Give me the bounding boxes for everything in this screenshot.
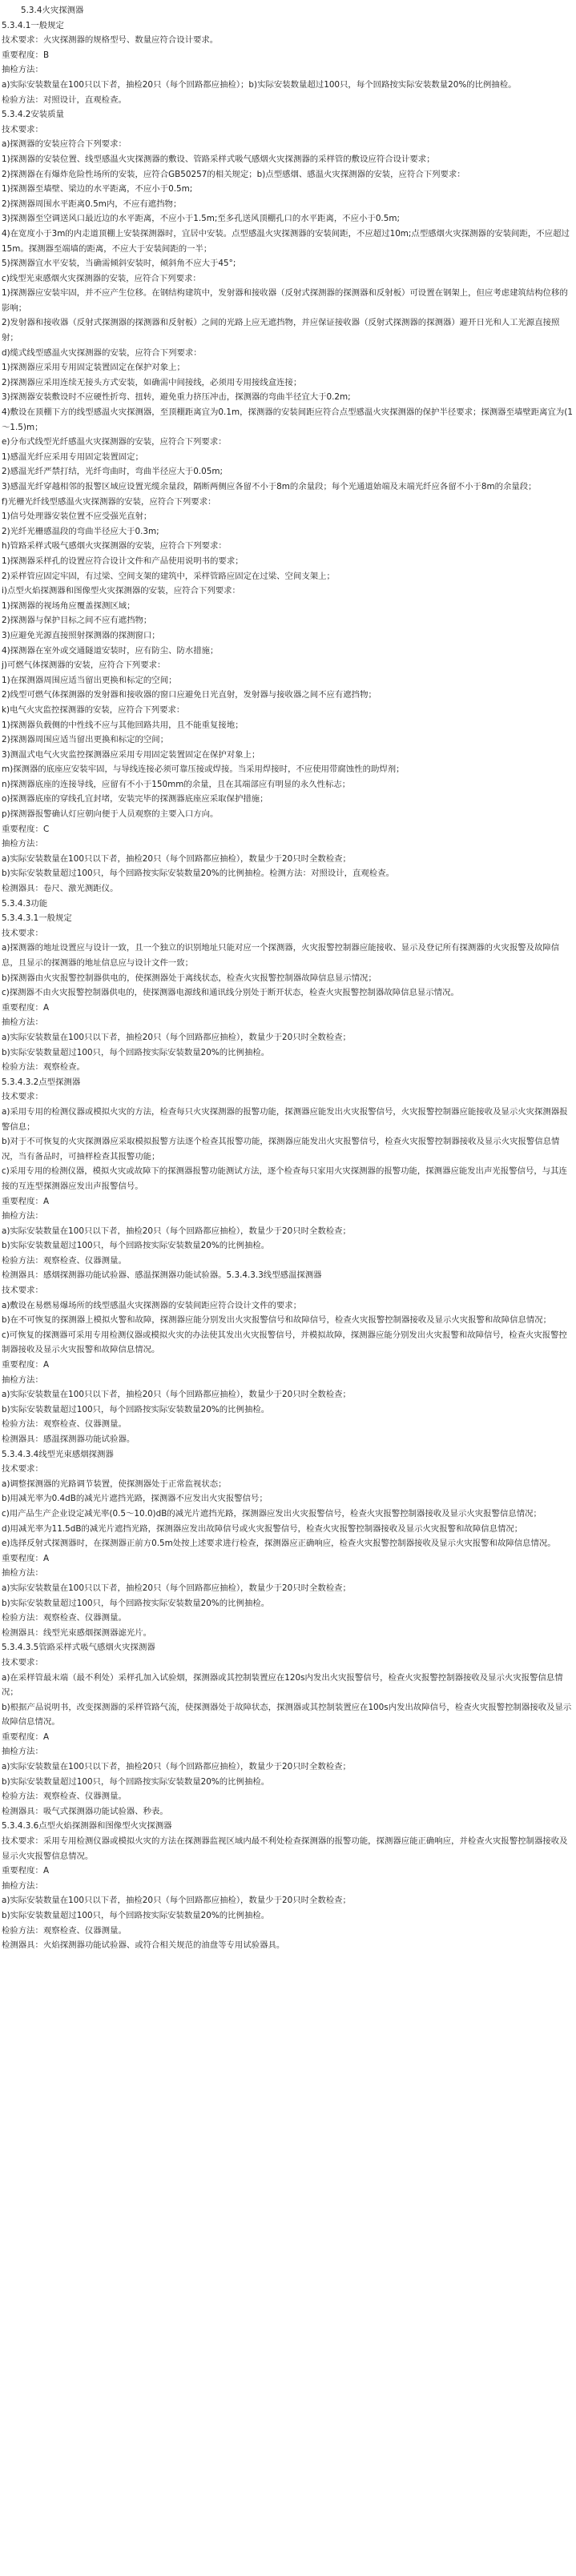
paragraph: 检验方法：观察检查、仪器测量。 — [2, 1792, 127, 1802]
paragraph: e)选择反射式探测器时，在探测器正前方0.5m处按上述要求进行检查，探测器应正确响应，检查火灾报警控制器接收及显示火灾报警和故障信息情况。 — [2, 1539, 556, 1549]
paragraph: 检测器具：感温探测器功能试验器。 — [2, 1434, 135, 1444]
section-heading: 5.3.4.3.5管路采样式吸气感烟火灾探测器 — [2, 1643, 155, 1653]
paragraph: 检测器具：卷尺、激光测距仪。 — [2, 884, 119, 894]
paragraph: 1)探测器的安装位置、线型感温火灾探测器的敷设、管路采样式吸气感烟火灾探测器的采样管的敷设应符合设计要求； — [2, 154, 435, 164]
paragraph: 2)采样管应固定牢固，有过梁、空间支架的建筑中，采样管路应固定在过梁、空间支架上； — [2, 571, 335, 581]
paragraph: 2)探测器在有爆炸危险性场所的安装，应符合GB50257的相关规定；b)点型感烟、感温火灾探测器的安装，应符合下列要求： — [2, 169, 465, 179]
paragraph: 3)感温光纤穿越相邻的报警区域应设置光缆余量段，隔断两侧应各留不小于8m的余量段；每个光通道始端及末端光纤应各留不小于8m的余量段； — [2, 482, 537, 492]
paragraph: a)实际安装数量在100只以下者，抽检20只（每个回路都应抽检），数量少于20只时全数检查； — [2, 1390, 351, 1400]
paragraph: 抽检方法： — [2, 1017, 43, 1028]
section-heading: 5.3.4.2安装质量 — [2, 110, 64, 120]
paragraph: 检验方法：观察检查、仪器测量。 — [2, 1613, 127, 1623]
paragraph: 4)在宽度小于3m的内走道顶棚上安装探测器时，宜居中安装。点型感温火灾探测器的安装间距，不应超过10m;点型感烟火灾探测器的安装间距，不应超过15m。探测器至端墙的距离，不应大于安装间距的一半； — [2, 228, 570, 254]
paragraph: a)实际安装数量在100只以下者，抽检20只（每个回路都应抽检），数量少于20只时全数检查； — [2, 1762, 351, 1772]
paragraph: f)光栅光纤线型感温火灾探测器的安装，应符合下列要求： — [2, 496, 216, 507]
paragraph: b)实际安装数量超过100只，每个回路按实际安装数量20%的比例抽检。 — [2, 1047, 270, 1057]
paragraph: b)实际安装数量超过100只，每个回路按实际安装数量20%的比例抽检。检测方法：对照设计，直观检查。 — [2, 869, 394, 879]
paragraph: 重要程度：A — [2, 1866, 50, 1876]
paragraph: 3)探测器安装敷设时不应硬性折弯、扭转，避免重力挤压冲击，探测器的弯曲半径宜大于0.2m; — [2, 392, 351, 403]
paragraph: 重要程度：B — [2, 50, 50, 60]
paragraph: 重要程度：A — [2, 1731, 50, 1742]
paragraph: 检验方法：观察检查。 — [2, 1062, 85, 1073]
paragraph: 2)感温光纤严禁打结，光纤弯曲时，弯曲半径应大于0.05m; — [2, 467, 224, 477]
paragraph: 重要程度：A — [2, 1360, 50, 1370]
paragraph: c)可恢复的探测器可采用专用检测仪器或模拟火灾的办法使其发出火灾报警信号，并模拟故障，探测器应能分别发出火灾报警和故障信号，检查火灾报警控制器接收及显示火灾报警和故障信息情况。 — [2, 1330, 567, 1355]
paragraph: b)根据产品说明书，改变探测器的采样管路气流，使探测器处于故障状态，探测器或其控制装置应在100s内发出故障信号，检查火灾报警控制器接收及显示故障信息情况。 — [2, 1702, 572, 1727]
paragraph: 1)信号处理器安装位置不应受强光直射； — [2, 512, 152, 522]
paragraph: 检测器具：线型光束感烟探测器滤光片。 — [2, 1627, 152, 1638]
paragraph: b)实际安装数量超过100只，每个回路按实际安装数量20%的比例抽检。 — [2, 1776, 270, 1787]
paragraph: m)探测器的底座应安装牢固，与导线连接必须可靠压接或焊接。当采用焊接时，不应使用带腐蚀性的助焊剂； — [2, 764, 405, 775]
paragraph: 3)测温式电气火灾监控探测器应采用专用固定装置固定在保护对象上； — [2, 749, 260, 760]
paragraph: 4)探测器在室外或交通隧道安装时，应有防尘、防水措施； — [2, 645, 219, 656]
paragraph: b)在不可恢复的探测器上模拟火警和故障，探测器应能分别发出火灾报警信号和故障信号，检查火灾报警控制器接收及显示火灾报警和故障信息情况； — [2, 1315, 552, 1326]
paragraph: 技术要求： — [2, 1286, 43, 1296]
paragraph: 1)探测器应采用专用固定装置固定在保护对象上； — [2, 363, 185, 373]
paragraph: 检验方法：观察检查、仪器测量。 — [2, 1255, 127, 1266]
section-heading: 5.3.4.3.1一般规定 — [2, 913, 72, 924]
paragraph: d)用减光率为11.5dB的减光片遮挡光路，探测器应发出故障信号或火灾报警信号，检查火灾报警控制器接收及显示火灾报警和故障信息情况； — [2, 1523, 523, 1534]
section-heading: 5.3.4.3.4线型光束感烟探测器 — [2, 1449, 114, 1459]
paragraph: 3)应避免光源直接照射探测器的探测窗口； — [2, 630, 160, 640]
paragraph: k)电气火灾监控探测器的安装，应符合下列要求： — [2, 704, 185, 715]
paragraph: p)探测器报警确认灯应朝向便于人员观察的主要入口方向。 — [2, 809, 219, 820]
paragraph: 重要程度：A — [2, 1002, 50, 1013]
paragraph: b)实际安装数量超过100只，每个回路按实际安装数量20%的比例抽检。 — [2, 1241, 270, 1251]
paragraph: 技术要求： — [2, 1464, 43, 1475]
paragraph: 2)光纤光栅感温段的弯曲半径应大于0.3m; — [2, 526, 159, 536]
paragraph: o)探测器底座的穿线孔宜封堵，安装完毕的探测器底座应采取保护措施； — [2, 794, 268, 804]
paragraph: 技术要求： — [2, 1092, 43, 1102]
paragraph: 技术要求：采用专用检测仪器或模拟火灾的方法在探测器监视区域内最不利处检查探测器的报警功能，探测器应能正确响应，并检查火灾报警控制器接收及显示火灾报警信息情况。 — [2, 1836, 568, 1861]
paragraph: 2)发射器和接收器（反射式探测器的探测器和反射板）之间的光路上应无遮挡物，并应保证接收器（反射式探测器的探测器）避开日光和人工光源直接照射； — [2, 318, 560, 343]
section-heading: 5.3.4火灾探测器 — [21, 6, 84, 15]
paragraph: 重要程度：A — [2, 1196, 50, 1206]
paragraph: 1)感温光纤应采用专用固定装置固定； — [2, 451, 143, 462]
paragraph: a)采用专用的检测仪器或模拟火灾的方法，检查每只火灾探测器的报警功能，探测器应能发出火灾报警信号，火灾报警控制器应能接收及显示火灾探测器报警信息； — [2, 1106, 568, 1132]
paragraph: b)实际安装数量超过100只，每个回路按实际安装数量20%的比例抽检。 — [2, 1911, 270, 1920]
section-heading: 5.3.4.3.6点型火焰探测器和图像型火灾探测器 — [2, 1821, 172, 1832]
paragraph: 抽检方法： — [2, 1211, 43, 1222]
paragraph: 抽检方法： — [2, 1880, 43, 1891]
paragraph: c)用产品生产企业设定减光率(0.5～10.0)dB的减光片遮挡光路，探测器应发出火灾报警信号，检查火灾报警控制器接收及显示火灾报警信息情况； — [2, 1508, 542, 1519]
paragraph: i)点型火焰探测器和图像型火灾探测器的安装，应符合下列要求： — [2, 586, 240, 596]
paragraph: a)实际安装数量在100只以下者，抽检20只（每个回路都应抽检），数量少于20只时全数检查； — [2, 1896, 351, 1906]
paragraph: a)实际安装数量在100只以下者，抽检20只（每个回路都应抽检），数量少于20只时全数检查； — [2, 1032, 351, 1042]
paragraph: 检测器具：吸气式探测器功能试验器、秒表。 — [2, 1806, 168, 1816]
paragraph: 检验方法：对照设计，直观检查。 — [2, 94, 127, 105]
paragraph: 1)探测器至墙壁、梁边的水平距离，不应小于0.5m; — [2, 184, 193, 195]
paragraph: b)用减光率为0.4dB的减光片遮挡光路，探测器不应发出火灾报警信号； — [2, 1494, 268, 1504]
paragraph: a)调整探测器的光路调节装置，使探测器处于正常监视状态； — [2, 1479, 227, 1489]
paragraph: h)管路采样式吸气感烟火灾探测器的安装，应符合下列要求： — [2, 541, 227, 552]
paragraph: a)在采样管最末端（最不利处）采样孔加入试验烟，探测器或其控制装置应在120s内发出火灾报警信号，检查火灾报警控制器接收及显示火灾报警信息情况； — [2, 1672, 563, 1698]
paragraph: c)采用专用的检测仪器，模拟火灾或故障下的探测器报警功能测试方法，逐个检查每只家用火灾探测器的报警功能，探测器应能发出声光报警信号，与其连接的互连型探测器应发出声报警信号。 — [2, 1166, 567, 1191]
paragraph: 重要程度：A — [2, 1553, 50, 1563]
paragraph: a)实际安装数量在100只以下者，抽检20只（每个回路都应抽检），数量少于20只时全数检查； — [2, 1583, 351, 1593]
paragraph: 1)探测器负载侧的中性线不应与其他回路共用，且不能重复接地； — [2, 720, 244, 730]
paragraph: 技术要求： — [2, 124, 43, 134]
section-heading: 5.3.4.3功能 — [2, 898, 48, 909]
paragraph: 检验方法：观察检查、仪器测量。 — [2, 1419, 127, 1430]
paragraph: b)实际安装数量超过100只，每个回路按实际安装数量20%的比例抽检。 — [2, 1404, 270, 1414]
paragraph: 重要程度：C — [2, 824, 50, 834]
paragraph: 2)探测器与保护目标之间不应有遮挡物； — [2, 616, 152, 626]
paragraph: 抽检方法： — [2, 1568, 43, 1579]
paragraph: 技术要求：火灾探测器的规格型号、数量应符合设计要求。 — [2, 35, 219, 46]
paragraph: j)可燃气体探测器的安装，应符合下列要求： — [2, 660, 166, 671]
paragraph: 检测器具：感烟探测器功能试验器、感温探测器功能试验器。5.3.4.3.3线型感温探测器 — [2, 1270, 322, 1281]
paragraph: 2)探测器周围水平距离0.5m内，不应有遮挡物； — [2, 199, 182, 209]
paragraph: a)实际安装数量在100只以下者，抽检20只（每个回路都应抽检）；b)实际安装数量超过100只，每个回路按实际安装数量20%的比例抽检。 — [2, 79, 517, 90]
paragraph: e)分布式线型光纤感温火灾探测器的安装，应符合下列要求： — [2, 437, 227, 447]
paragraph: 抽检方法： — [2, 1374, 43, 1385]
paragraph: 2)探测器周围应适当留出更换和标定的空间； — [2, 735, 169, 745]
paragraph: 2)线型可燃气体探测器的发射器和接收器的窗口应避免日光直射，发射器与接收器之间不应有遮挡物； — [2, 690, 377, 700]
paragraph: a)实际安装数量在100只以下者，抽检20只（每个回路都应抽检），数量少于20只时全数检查； — [2, 853, 351, 864]
paragraph: b)探测器由火灾报警控制器供电的，使探测器处于离线状态，检查火灾报警控制器故障信息显示情况； — [2, 973, 377, 983]
paragraph: 4)敷设在顶棚下方的线型感温火灾探测器，至顶棚距离宜为0.1m，探测器的安装间距应符合点型感温火灾探测器的保护半径要求；探测器至墙壁距离宜为(1～1.5)m； — [2, 407, 573, 432]
paragraph: b)实际安装数量超过100只，每个回路按实际安装数量20%的比例抽检。 — [2, 1598, 270, 1608]
paragraph: 技术要求： — [2, 928, 43, 938]
paragraph: 2)探测器应采用连续无接头方式安装，如确需中间接线，必须用专用接线盒连接； — [2, 377, 302, 387]
paragraph: c)线型光束感烟火灾探测器的安装，应符合下列要求： — [2, 273, 201, 283]
paragraph: b)对于不可恢复的火灾探测器应采取模拟报警方法逐个检查其报警功能，探测器应能发出火灾报警信号，检查火灾报警控制器接收及显示火灾报警信息情况，当有备品时，可抽样检查其报警功能； — [2, 1137, 560, 1162]
paragraph: 检测器具：火焰探测器功能试验器、或符合相关规范的油盘等专用试验器具。 — [2, 1940, 285, 1951]
paragraph: 检验方法：观察检查、仪器测量。 — [2, 1925, 127, 1936]
paragraph: 5)探测器宜水平安装，当确需倾斜安装时，倾斜角不应大于45°; — [2, 259, 236, 269]
paragraph: d)缆式线型感温火灾探测器的安装，应符合下列要求： — [2, 347, 202, 358]
paragraph: 抽检方法： — [2, 65, 43, 75]
paragraph: 3)探测器至空调送风口最近边的水平距离，不应小于1.5m;至多孔送风顶棚孔口的水平距离，不应小于0.5m; — [2, 214, 400, 224]
paragraph: n)探测器底座的连接导线，应留有不小于150mm的余量，且在其端部应有明显的永久性标志； — [2, 779, 351, 789]
paragraph: 1)探测器采样孔的设置应符合设计文件和产品使用说明书的要求； — [2, 556, 244, 566]
paragraph: a)探测器的安装应符合下列要求： — [2, 139, 127, 150]
paragraph: 技术要求： — [2, 1657, 43, 1667]
paragraph: a)实际安装数量在100只以下者，抽检20只（每个回路都应抽检），数量少于20只时全数检查； — [2, 1226, 351, 1236]
paragraph: 1)探测器的视场角应覆盖探测区域； — [2, 600, 135, 611]
section-heading: 5.3.4.3.2点型探测器 — [2, 1077, 81, 1087]
paragraph: 1)探测器应安装牢固，并不应产生位移。在钢结构建筑中，发射器和接收器（反射式探测器的探测器和反射板）可设置在钢架上，但应考虑建筑结构位移的影响； — [2, 288, 568, 313]
paragraph: a)敷设在易燃易爆场所的线型感温火灾探测器的安装间距应符合设计文件的要求； — [2, 1300, 302, 1310]
paragraph: 抽检方法： — [2, 1747, 43, 1757]
section-heading: 5.3.4.1一般规定 — [2, 20, 64, 30]
paragraph: a)探测器的地址设置应与设计一致，且一个独立的识别地址只能对应一个探测器，火灾报警控制器应能接收、显示及登记所有探测器的火灾报警及故障信息，且显示的探测器的地址信息应与设计文件一致； — [2, 943, 560, 968]
paragraph: 1)在探测器周围应适当留出更换和标定的空间； — [2, 675, 177, 685]
paragraph: 抽检方法： — [2, 839, 43, 849]
paragraph: c)探测器不由火灾报警控制器供电的，使探测器电源线和通讯线分别处于断开状态，检查火灾报警控制器故障信息显示情况。 — [2, 988, 459, 998]
